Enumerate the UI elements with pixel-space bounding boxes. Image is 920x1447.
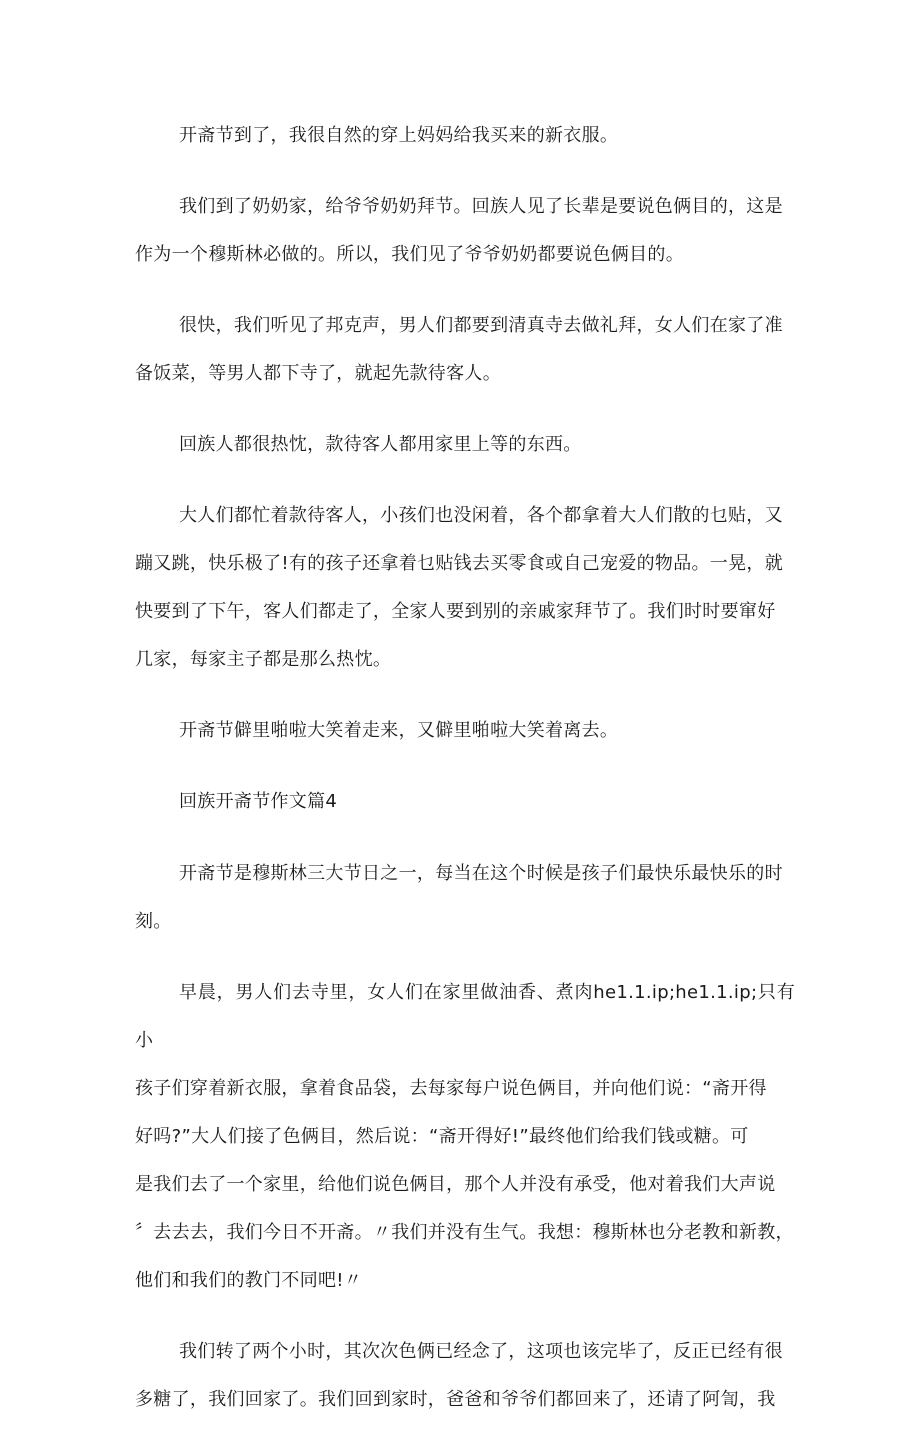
section-heading — [135, 778, 795, 826]
paragraph-line: 回族人都很热忱，款待客人都用家里上等的东西。 — [179, 434, 582, 455]
paragraph-3 — [135, 302, 795, 398]
paragraph-line: 几家，每家主子都是那么热忱。 — [135, 649, 392, 670]
document-body — [135, 112, 795, 1447]
paragraph-1 — [135, 112, 795, 160]
paragraph-6 — [135, 707, 795, 755]
paragraph-line: 刻。 — [135, 911, 172, 932]
paragraph-line: 〞去去去，我们今日不开斋。〃我们并没有生气。我想：穆斯林也分老教和新教， — [135, 1222, 794, 1243]
paragraph-line: 开斋节到了，我很自然的穿上妈妈给我买来的新衣服。 — [179, 125, 619, 146]
paragraph-line: 很快，我们听见了邦克声，男人们都要到清真寺去做礼拜，女人们在家了准 — [179, 315, 783, 336]
paragraph-line: 我们转了两个小时，其次次色俩已经念了，这项也该完毕了，反正已经有很 — [179, 1341, 783, 1362]
paragraph-line: 是我们去了一个家里，给他们说色俩目，那个人并没有承受，他对着我们大声说 — [135, 1174, 776, 1195]
paragraph-line: 好吗?”大人们接了色俩目，然后说：“斋开得好!”最终他们给我们钱或糖。可 — [135, 1126, 749, 1147]
paragraph-line: 开斋节僻里啪啦大笑着走来，又僻里啪啦大笑着离去。 — [179, 720, 619, 741]
paragraph-line: 蹦又跳，快乐极了!有的孩子还拿着乜贴钱去买零食或自己宠爱的物品。一晃，就 — [135, 553, 784, 574]
paragraph-line: 大人们都忙着款待客人，小孩们也没闲着，各个都拿着大人们散的乜贴，又 — [179, 505, 783, 526]
paragraph-line: 孩子们穿着新衣服，拿着食品袋，去每家每户说色俩目，并向他们说：“斋开得 — [135, 1078, 767, 1099]
section-heading-text: 回族开斋节作文篇4 — [179, 791, 338, 812]
paragraph-line: 多糖了，我们回家了。我们回到家时，爸爸和爷爷们都回来了，还请了阿訇，我 — [135, 1389, 776, 1410]
paragraph-line: 备饭菜，等男人都下寺了，就起先款待客人。 — [135, 363, 501, 384]
paragraph-4 — [135, 421, 795, 469]
paragraph-line: 快要到了下午，客人们都走了，全家人要到别的亲戚家拜节了。我们时时要窜好 — [135, 601, 776, 622]
paragraph-9 — [135, 1328, 795, 1424]
paragraph-line: 他们和我们的教门不同吧!〃 — [135, 1270, 363, 1291]
paragraph-8 — [135, 969, 795, 1305]
paragraph-line: 早晨，男人们去寺里，女人们在家里做油香、煮肉he1.1.ip;he1.1.ip;只有小 — [135, 982, 795, 1051]
paragraph-line: 作为一个穆斯林必做的。所以，我们见了爷爷奶奶都要说色俩目的。 — [135, 244, 684, 265]
paragraph-line: 我们到了奶奶家，给爷爷奶奶拜节。回族人见了长辈是要说色俩目的，这是 — [179, 196, 783, 217]
paragraph-2 — [135, 183, 795, 279]
paragraph-7 — [135, 850, 795, 946]
paragraph-5 — [135, 492, 795, 684]
paragraph-line: 开斋节是穆斯林三大节日之一，每当在这个时候是孩子们最快乐最快乐的时 — [179, 863, 783, 884]
